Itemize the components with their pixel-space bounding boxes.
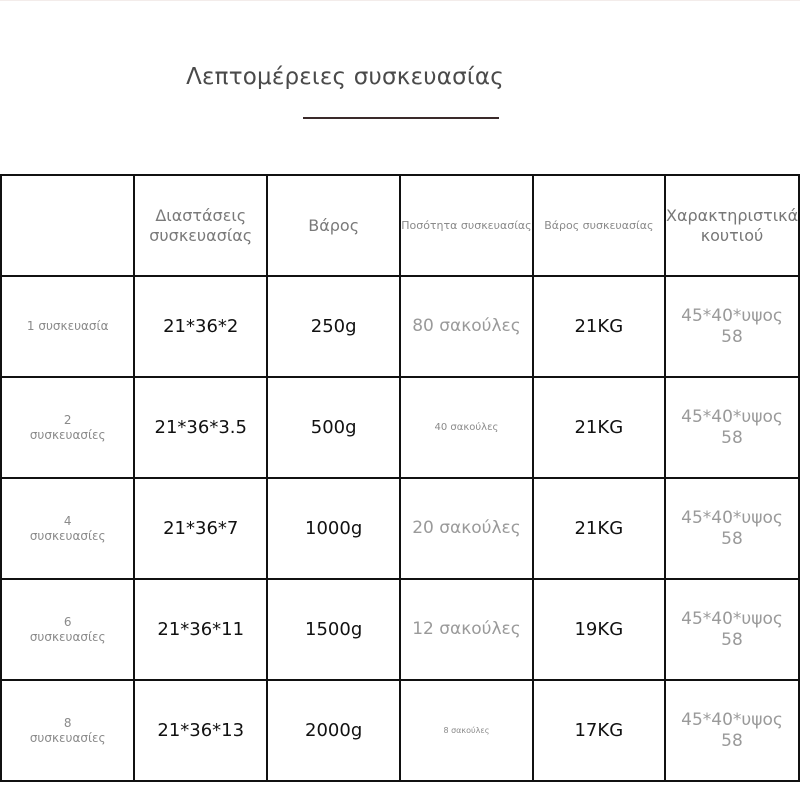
box-specs-line1: 45*40*υψος (681, 710, 783, 731)
row-label (1, 680, 134, 781)
cell-box-specs (665, 276, 799, 377)
header-quantity: Ποσότητα συσκευασίας (400, 175, 532, 276)
cell-weight: 1000g (267, 478, 400, 579)
header-weight: Βάρος (267, 175, 400, 276)
header-box-specs (665, 175, 799, 276)
box-specs-line2: 58 (721, 528, 743, 549)
header-package-weight: Βάρος συσκευασίας (533, 175, 665, 276)
header-box-specs-text: Χαρακτηριστικά κουτιού (665, 206, 799, 245)
row-label-text: 4 συσκευασίες (29, 514, 106, 543)
cell-dimensions: 21*36*7 (134, 478, 267, 579)
row-label (1, 377, 134, 478)
table-row (1, 276, 799, 377)
box-specs-line1: 45*40*υψος (681, 407, 783, 428)
title-underline (303, 117, 499, 119)
cell-dimensions: 21*36*3.5 (134, 377, 267, 478)
box-specs-line1: 45*40*υψος (681, 609, 783, 630)
cell-quantity: 40 σακούλες (400, 377, 532, 478)
box-specs-line1: 45*40*υψος (681, 306, 783, 327)
cell-quantity: 8 σακούλες (400, 680, 532, 781)
row-label-text: 6 συσκευασίες (29, 615, 106, 644)
cell-package-weight: 21KG (533, 276, 665, 377)
cell-weight: 1500g (267, 579, 400, 680)
row-label: 1 συσκευασία (1, 276, 134, 377)
box-specs-line2: 58 (721, 326, 743, 347)
header-dimensions: Διαστάσεις συσκευασίας (134, 175, 267, 276)
cell-package-weight: 21KG (533, 377, 665, 478)
cell-quantity: 20 σακούλες (400, 478, 532, 579)
table-row (1, 579, 799, 680)
row-label-text: 8 συσκευασίες (29, 716, 106, 745)
cell-box-specs (665, 680, 799, 781)
box-specs-line2: 58 (721, 730, 743, 751)
box-specs-line1: 45*40*υψος (681, 508, 783, 529)
table-row (1, 478, 799, 579)
cell-box-specs (665, 478, 799, 579)
cell-box-specs (665, 579, 799, 680)
cell-dimensions: 21*36*2 (134, 276, 267, 377)
packaging-table (0, 174, 800, 782)
row-label (1, 478, 134, 579)
row-label (1, 579, 134, 680)
cell-weight: 500g (267, 377, 400, 478)
cell-package-weight: 17KG (533, 680, 665, 781)
cell-package-weight: 19KG (533, 579, 665, 680)
top-border (0, 0, 800, 1)
table-header-row (1, 175, 799, 276)
box-specs-line2: 58 (721, 629, 743, 650)
cell-quantity: 80 σακούλες (400, 276, 532, 377)
row-label-text: 2 συσκευασίες (29, 413, 106, 442)
cell-quantity: 12 σακούλες (400, 579, 532, 680)
header-empty (1, 175, 134, 276)
table-row (1, 377, 799, 478)
box-specs-line2: 58 (721, 427, 743, 448)
table-row (1, 680, 799, 781)
cell-box-specs (665, 377, 799, 478)
cell-dimensions: 21*36*11 (134, 579, 267, 680)
cell-dimensions: 21*36*13 (134, 680, 267, 781)
cell-weight: 2000g (267, 680, 400, 781)
cell-weight: 250g (267, 276, 400, 377)
page-title: Λεπτομέρειες συσκευασίας (186, 64, 504, 90)
cell-package-weight: 21KG (533, 478, 665, 579)
